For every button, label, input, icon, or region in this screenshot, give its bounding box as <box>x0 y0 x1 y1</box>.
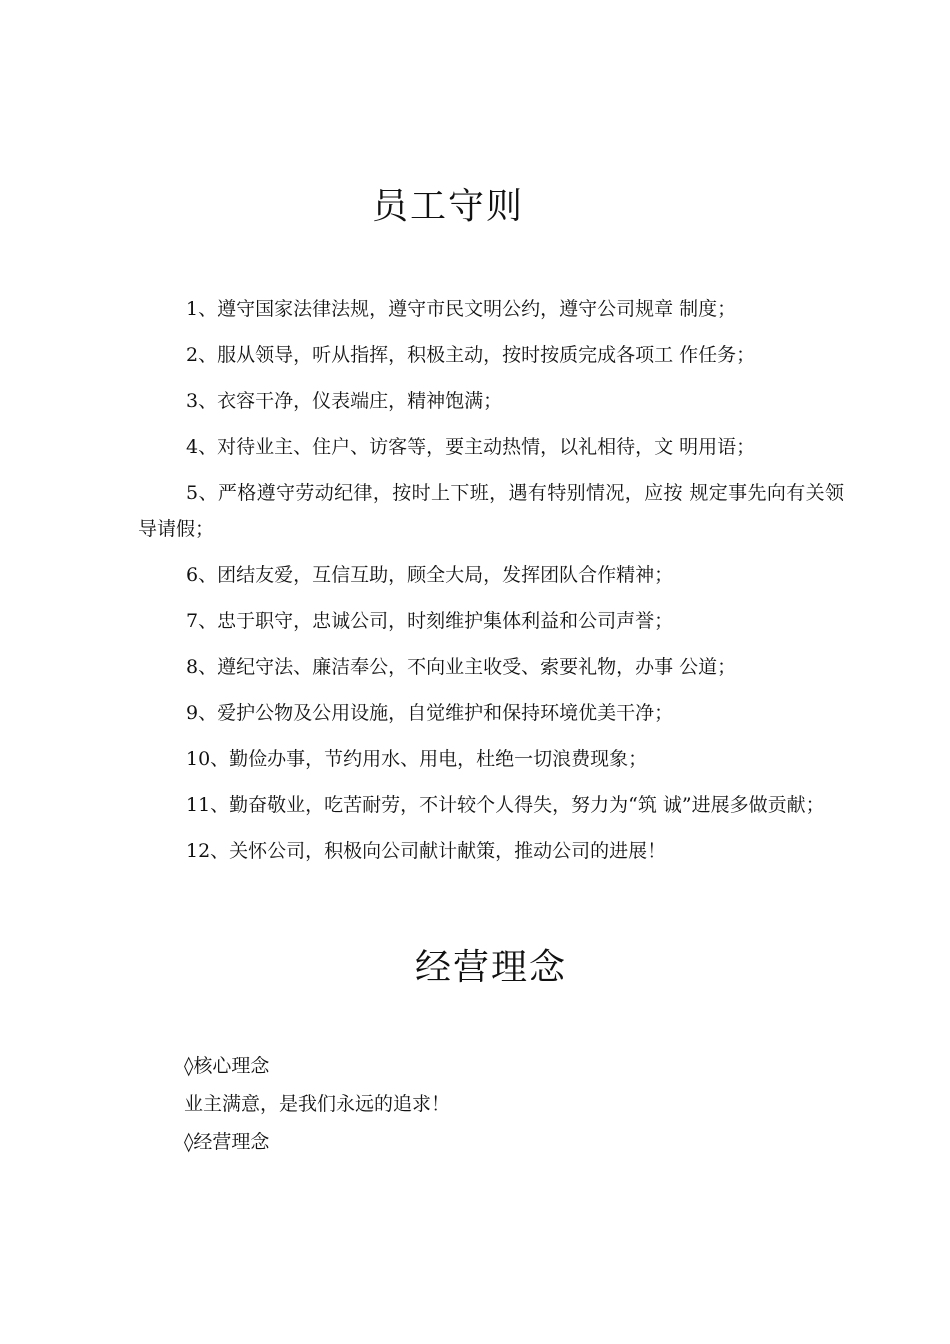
rule-item: 8、遵纪守法、廉洁奉公，不向业主收受、索要礼物，办事 公道； <box>186 656 737 678</box>
rule-item: 4、对待业主、住户、访客等，要主动热情，以礼相待，文 明用语； <box>186 436 756 458</box>
rule-item: 2、服从领导，听从指挥，积极主动，按时按质完成各项工 作任务； <box>186 344 756 366</box>
rule-item: 10、勤俭办事，节约用水、用电，杜绝一切浪费现象； <box>186 748 648 770</box>
core-concept-label: ◊核心理念 <box>184 1055 270 1077</box>
rule-item: 9、爱护公物及公用设施，自觉维护和保持环境优美干净； <box>186 702 674 724</box>
rule-item: 12、关怀公司，积极向公司献计献策，推动公司的进展！ <box>186 840 667 862</box>
rule-item: 1、遵守国家法律法规，遵守市民文明公约，遵守公司规章 制度； <box>186 298 737 320</box>
rule-item: 5、严格遵守劳动纪律，按时上下班，遇有特别情况，应按 规定事先向有关领导请假； <box>138 482 844 540</box>
page-title: 员工守则 <box>372 186 525 227</box>
rule-item: 7、忠于职守，忠诚公司，时刻维护集体利益和公司声誉； <box>186 610 674 632</box>
rule-item: 6、团结友爱，互信互助，顾全大局，发挥团队合作精神； <box>186 564 674 586</box>
rules-list <box>138 291 844 879</box>
concept-section <box>184 1053 804 1167</box>
rule-item: 3、衣容干净，仪表端庄，精神饱满； <box>186 390 503 412</box>
rule-item: 11、勤奋敬业，吃苦耐劳，不计较个人得失，努力为“筑 诚”进展多做贡献； <box>186 794 825 816</box>
business-concept-label: ◊经营理念 <box>184 1131 270 1153</box>
section-title: 经营理念 <box>415 947 568 988</box>
core-concept-text: 业主满意，是我们永远的追求！ <box>184 1093 451 1115</box>
